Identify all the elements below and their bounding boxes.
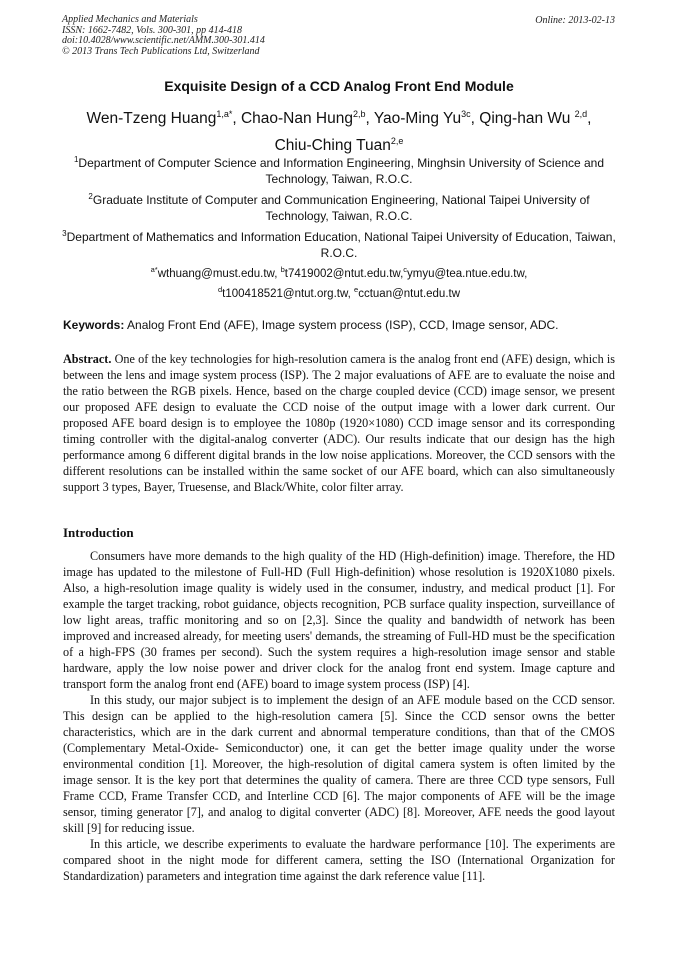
- author-affil-sup: 2,e: [390, 136, 404, 147]
- affiliation-number: 2: [88, 192, 93, 201]
- doi-line[interactable]: doi:10.4028/www.scientific.net/AMM.300-301.414: [62, 35, 265, 46]
- author-name: Chiu-Ching Tuan: [274, 137, 391, 155]
- keywords-line: [63, 318, 623, 332]
- affiliation-1: [60, 152, 618, 187]
- introduction-heading: Introduction: [63, 525, 134, 540]
- keywords-label: Keywords:: [63, 318, 125, 332]
- author-affil-sup: 2,d: [574, 109, 588, 119]
- email-list: $^{a*}$wthuang@must.edu.tw, $^b$t7419002@ntut.edu.tw,$^c$ymyu@tea.ntue.edu.tw, $^d$t100418521@ntut.org.tw, $^e$cctuan@ntut.edu.tw: [150, 265, 528, 300]
- abstract-paragraph: [63, 351, 615, 495]
- email-sup: b: [280, 265, 285, 274]
- affiliation-text: Department of Mathematics and Information Education, National Taipei University of Education, Taiwan, R.O.C.: [66, 230, 616, 260]
- author-name: Yao-Ming Yu: [373, 110, 462, 128]
- affiliation-text: Graduate Institute of Computer and Communication Engineering, National Taipei University of Technology, Taiwan, R.O.C.: [92, 193, 590, 223]
- author-affil-sup: 1,a*: [216, 109, 233, 119]
- journal-header: [62, 15, 265, 57]
- body-paragraph: In this article, we describe experiments to evaluate the hardware performance [10]. The experiments are compared shoot in the night mode for different camera, setting the ISO (International Organization for Standardization) parameters and integration time against the dark reference value [11].: [63, 837, 615, 883]
- abstract-label: Abstract.: [63, 352, 112, 366]
- author-separator: ,: [470, 110, 480, 128]
- affiliation-text: Department of Computer Science and Information Engineering, Minghsin University of Science and Technology, Taiwan, R.O.C.: [78, 156, 605, 186]
- email-link[interactable]: t100418521@ntut.org.tw: [222, 287, 348, 300]
- email-sup: a*: [150, 265, 158, 274]
- affiliation-number: 3: [62, 229, 67, 238]
- author-name: Qing-han Wu: [479, 110, 575, 128]
- online-date: Online: 2013-02-13: [535, 15, 615, 26]
- email-sup: d: [217, 284, 223, 294]
- author-name: Chao-Nan Hung: [240, 110, 353, 128]
- paper-title: Exquisite Design of a CCD Analog Front End Module: [164, 78, 514, 94]
- email-link[interactable]: ymyu@tea.ntue.edu.tw: [407, 267, 525, 280]
- email-link[interactable]: wthuang@must.edu.tw: [157, 267, 275, 280]
- issn-line: ISSN: 1662-7482, Vols. 300-301, pp 414-418: [62, 24, 242, 36]
- author-list: [40, 103, 638, 157]
- affiliation-3: [60, 226, 618, 261]
- body-paragraph: In this study, our major subject is to implement the design of an AFE module based on the CCD sensor. This design can be applied to the high-resolution camera [5]. Since the CCD sensor owns the better characteristics, which are in the dark current and abnormal temperature conditions, than that of the CMOS (Complementary Metal-Oxide- Semiconductor) one, it can get the better image quality under the worse environmental condition [1]. Moreover, the high-resolution of digital camera system is often limited by the image sensor. It is the key port that determines the quality of camera. There are three CCD type sensors, Full Frame CCD, Frame Transfer CCD, and Interline CCD [6]. The major components of AFE will be the image sensor, timing generator [7], and analog to digital converter (ADC) [8]. Moreover, AFE needs the good layout skill [9] for reducing issue.: [63, 693, 615, 835]
- email-sup: e: [354, 284, 359, 294]
- keywords-text: Analog Front End (AFE), Image system process (ISP), CCD, Image sensor, ADC.: [127, 318, 559, 332]
- affiliation-2: [60, 189, 618, 224]
- email-link[interactable]: cctuan@ntut.edu.tw: [358, 287, 461, 300]
- author-separator: ,: [587, 110, 592, 128]
- author-separator: ,: [365, 110, 374, 128]
- author-name: Wen-Tzeng Huang: [86, 110, 217, 128]
- body-paragraph: Consumers have more demands to the high quality of the HD (High-definition) image. Therefore, the HD image has updated to the milestone of Full-HD (Full High-definition) whose resolution is 1920X1080 pixels. Also, a high-resolution image quality is widely used in the consumer, industry, and medical product [1]. For example the target tracking, robot guidance, objects recognition, PCB surface quality inspection, surveillance of low light areas, traffic monitoring and so on [2,3]. Since the quality and bandwidth of network has been improved and increased already, for meeting users' demands, the streaming of Full-HD must be the specification of a high-FPS (30 frames per second). Such the system requires a high-resolution image sensor and stable hardware, apply the low noise power and driver clock for the analog front end system. Image capture and transport form the analog front end (AFE) board to image system process (ISP) [4].: [63, 549, 615, 691]
- author-affil-sup: 3c: [461, 109, 471, 119]
- journal-name: Applied Mechanics and Materials: [62, 14, 198, 25]
- abstract-text: One of the key technologies for high-resolution camera is the analog front end (AFE) design, which is between the lens and image system process (ISP). The 2 major evaluations of AFE are to evaluate the noise and the ratio between the RGB pixels. Hence, based on the charge coupled device (CCD) image sensor, we present our proposed AFE design to evaluate the CCD noise of the output image with a lower dark current. Our proposed AFE board design is to employee the 1080p (1920×1080) CCD image sensor and its corresponding timing controller with the digital-analog converter (ADC). Our results indicate that our design has the high performance among 6 different digital brands in the low noise applications. Moreover, the CCD sensors with the different resolutions can be installed within the same socket of our AFE board, which can also simultaneously support 3 types, Bayer, Truesense, and Black/White, color filter array.: [63, 352, 616, 494]
- author-affil-sup: 2,b: [352, 109, 366, 119]
- introduction-body: [63, 548, 615, 884]
- email-sup: c: [403, 265, 408, 274]
- author-separator: ,: [232, 110, 241, 128]
- affiliation-number: 1: [73, 155, 79, 164]
- email-link[interactable]: t7419002@ntut.edu.tw: [284, 267, 401, 280]
- copyright-line: © 2013 Trans Tech Publications Ltd, Switzerland: [62, 45, 260, 57]
